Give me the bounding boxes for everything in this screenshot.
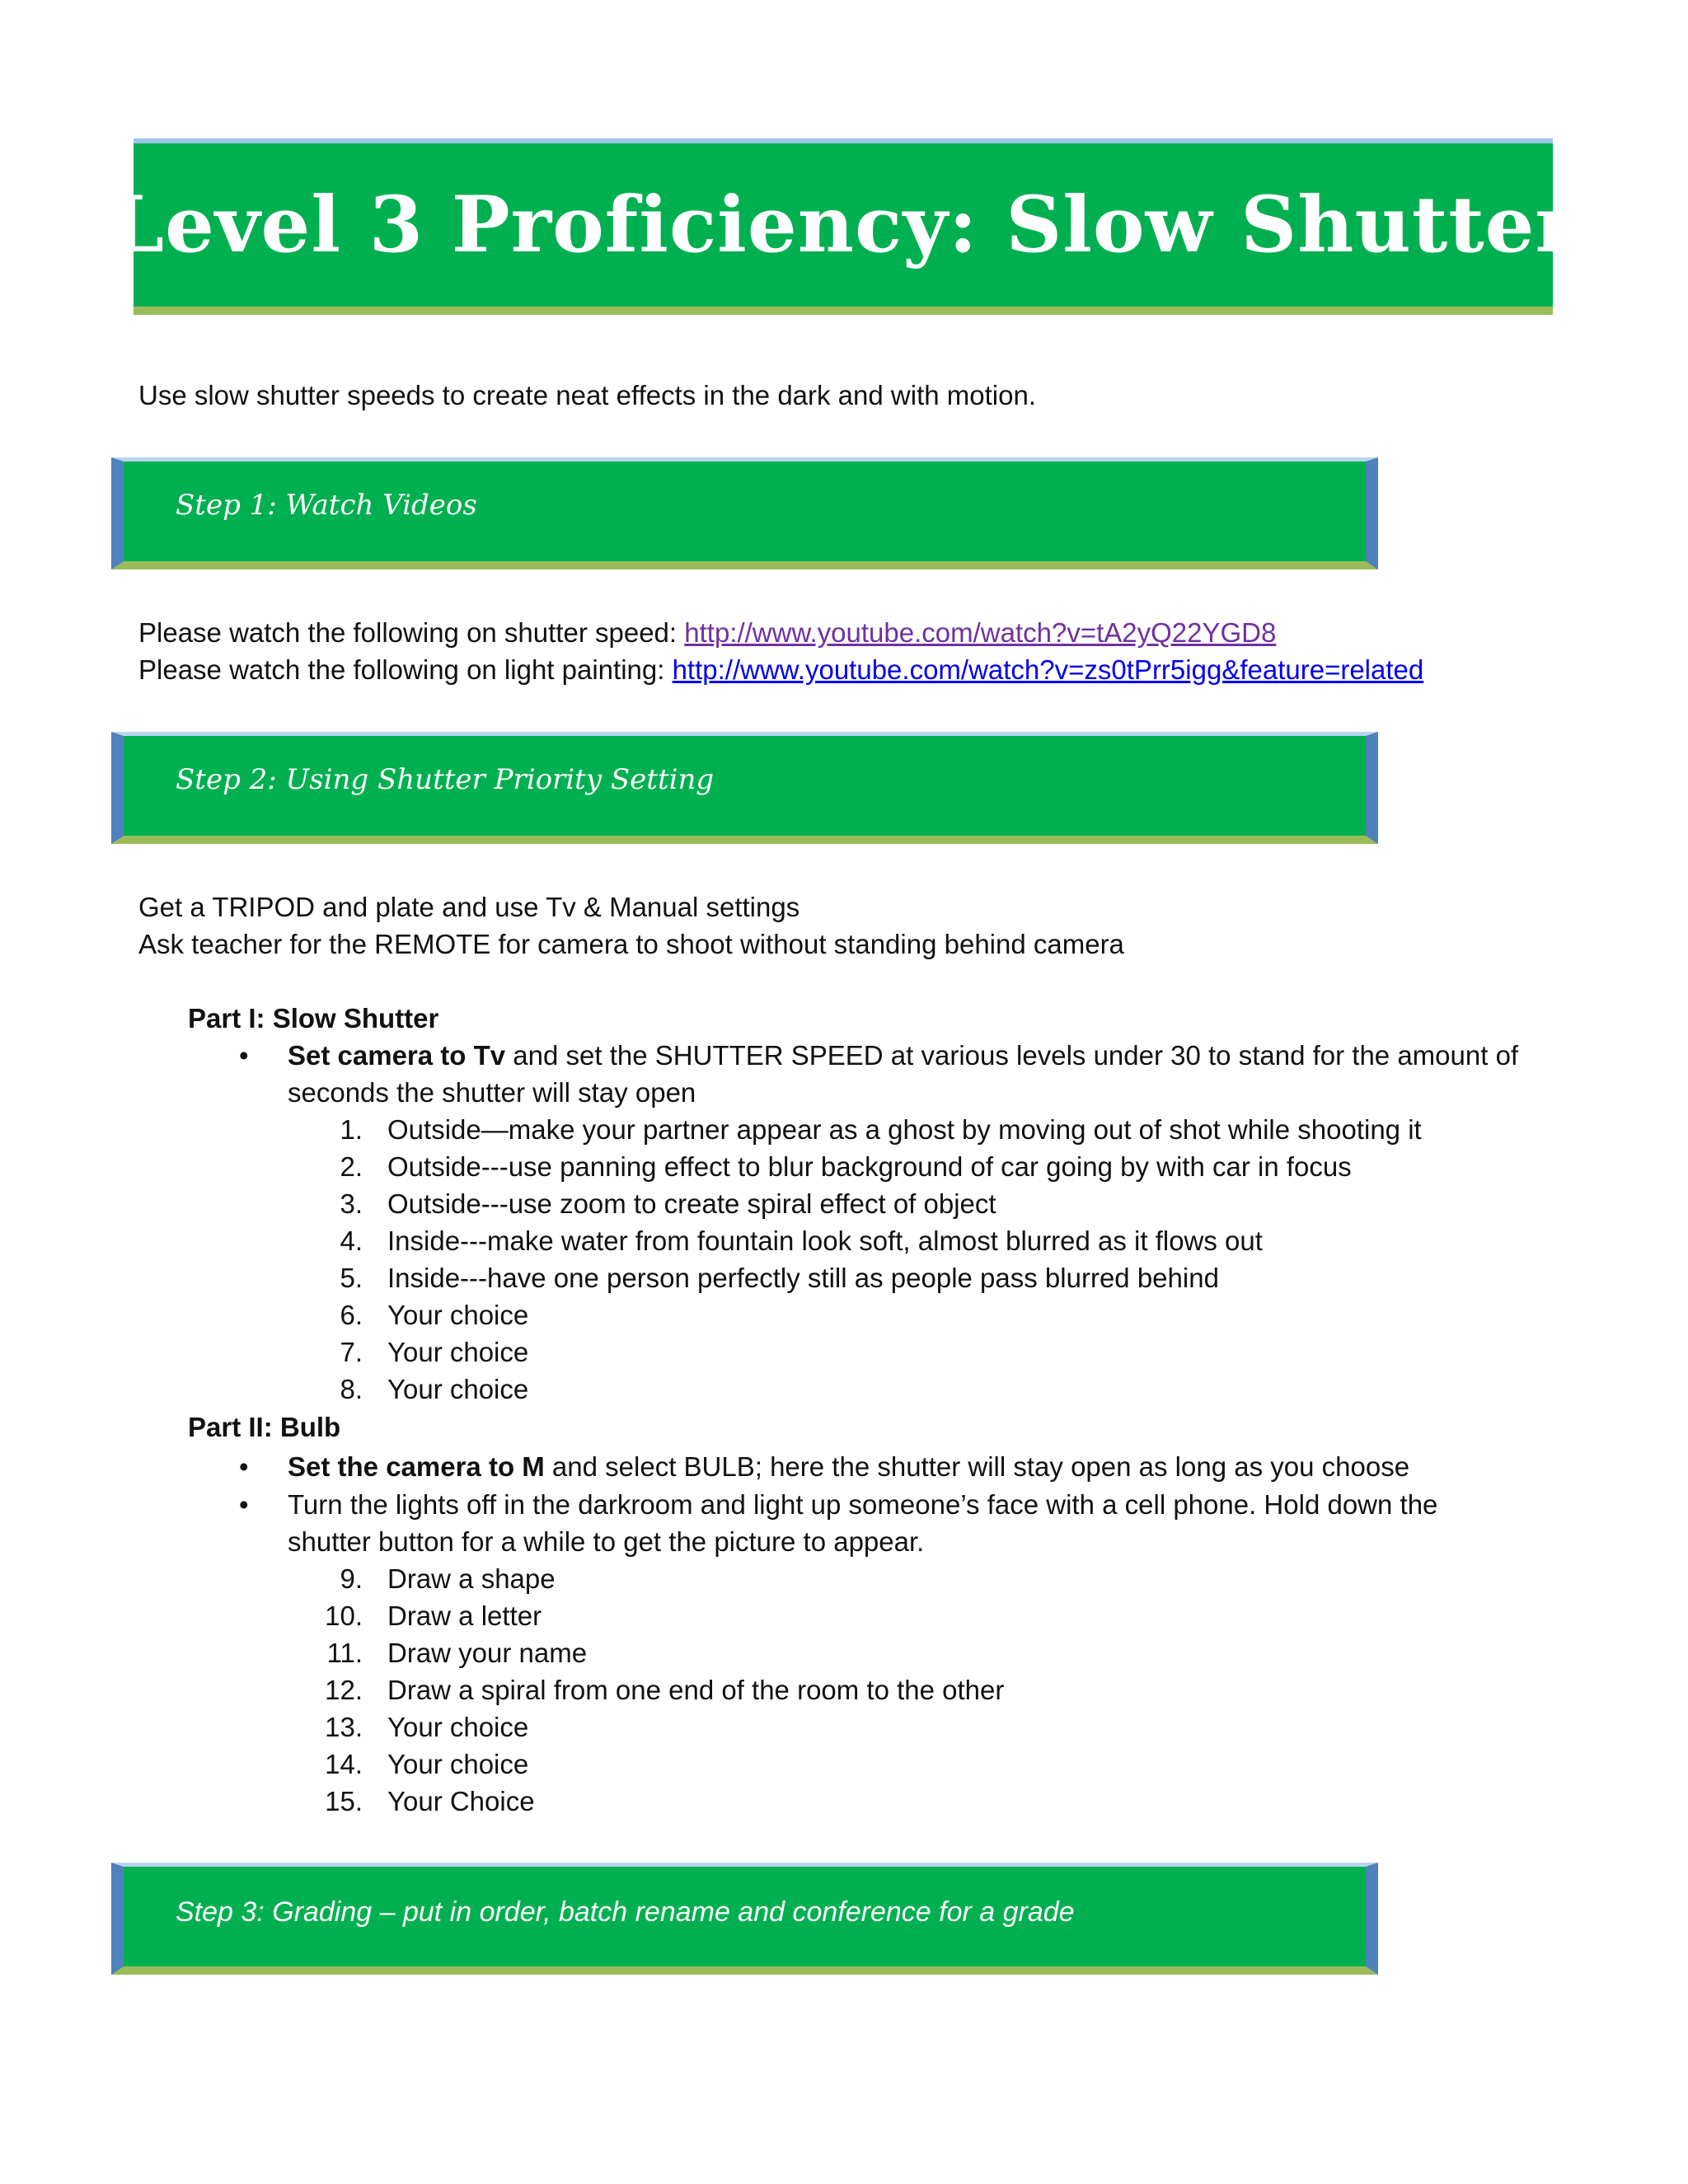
part1-list-item-number: 5.: [340, 1263, 363, 1293]
part1-list-item-number: 3.: [340, 1188, 363, 1219]
part2-bullet1-rest: and select BULB; here the shutter will stay open as long as you choose: [544, 1451, 1410, 1482]
step3-heading: Step 3: Grading – put in order, batch rename and conference for a grade: [176, 1896, 1075, 1928]
part2-bullet-2: Turn the lights off in the darkroom and light up someone’s face with a cell phone. Hold down the: [288, 1489, 1438, 1520]
shutter-speed-video-link[interactable]: http://www.youtube.com/watch?v=tA2yQ22YGD8: [684, 617, 1277, 648]
bullet-icon: •: [239, 1489, 249, 1520]
part2-list-item-number: 14.: [325, 1749, 363, 1779]
part1-list-item-number: 7.: [340, 1337, 363, 1367]
part1-bullet-bold: Set camera to Tv: [288, 1040, 506, 1071]
part2-bullet-1: [288, 1448, 1409, 1485]
bullet-icon: •: [239, 1451, 249, 1482]
light-painting-video-link[interactable]: http://www.youtube.com/watch?v=zs0tPrr5igg&feature=related: [672, 654, 1424, 685]
part1-list-item-number: 4.: [340, 1226, 363, 1256]
part1-bullet-rest: and set the SHUTTER SPEED at various levels under 30 to stand for the amount of: [505, 1040, 1519, 1071]
part1-list-item-text: Your choice: [387, 1374, 529, 1404]
step1-line1-prefix: Please watch the following on shutter speed:: [138, 617, 685, 648]
part2-list-item-text: Your Choice: [387, 1786, 535, 1816]
part2-list-item-number: 10.: [325, 1601, 363, 1631]
part1-list-item-number: 2.: [340, 1151, 363, 1182]
part2-list-item-text: Your choice: [387, 1712, 529, 1742]
part1-list-item-number: 8.: [340, 1374, 363, 1404]
part1-list-item-number: 6.: [340, 1300, 363, 1330]
part2-bullet-2-continued: shutter button for a while to get the picture to appear.: [288, 1526, 925, 1557]
part1-list-item-text: Inside---make water from fountain look soft, almost blurred as it flows out: [387, 1226, 1263, 1256]
part2-list-item-text: Draw a shape: [387, 1563, 556, 1594]
part1-list-item-text: Your choice: [387, 1300, 529, 1330]
step1-line2-prefix: Please watch the following on light painting:: [138, 654, 673, 685]
part2-list-item-number: 9.: [340, 1563, 363, 1594]
part2-list-item-text: Draw your name: [387, 1638, 588, 1668]
part1-bullet-continued: seconds the shutter will stay open: [288, 1077, 696, 1108]
part1-bullet: [288, 1037, 1518, 1074]
step2-line-remote: Ask teacher for the REMOTE for camera to shoot without standing behind camera: [138, 929, 1124, 959]
intro-text: Use slow shutter speeds to create neat effects in the dark and with motion.: [138, 380, 1036, 410]
part2-list-item-number: 15.: [325, 1786, 363, 1816]
step1-heading: Step 1: Watch Videos: [176, 489, 477, 522]
step1-line-light-painting: [138, 651, 1423, 688]
step2-heading: Step 2: Using Shutter Priority Setting: [176, 763, 715, 796]
part2-list-item-text: Draw a spiral from one end of the room to the other: [387, 1675, 1005, 1705]
part1-list-item-text: Outside---use panning effect to blur background of car going by with car in focus: [387, 1151, 1352, 1182]
step2-line-tripod: Get a TRIPOD and plate and use Tv & Manual settings: [138, 892, 800, 922]
part1-list-item-text: Your choice: [387, 1337, 529, 1367]
part2-list-item-number: 12.: [325, 1675, 363, 1705]
step1-line-shutter-speed: [138, 614, 1276, 651]
part2-list-item-number: 13.: [325, 1712, 363, 1742]
part2-list-item-text: Your choice: [387, 1749, 529, 1779]
part1-list-item-text: Inside---have one person perfectly still as people pass blurred behind: [387, 1263, 1219, 1293]
title-banner: [110, 138, 1577, 315]
part2-heading: Part II: Bulb: [188, 1412, 341, 1442]
part2-list-item-number: 11.: [326, 1638, 363, 1668]
page-title: Level 3 Proficiency: Slow Shutter: [110, 180, 1577, 270]
part1-list-item-text: Outside—make your partner appear as a ghost by moving out of shot while shooting it: [387, 1114, 1422, 1145]
bullet-icon: •: [239, 1040, 249, 1071]
part2-bullet1-bold: Set the camera to M: [288, 1451, 545, 1482]
part2-list-item-text: Draw a letter: [387, 1601, 542, 1631]
part1-list-item-number: 1.: [340, 1114, 363, 1145]
part1-list-item-text: Outside---use zoom to create spiral effect of object: [387, 1188, 996, 1219]
part1-heading: Part I: Slow Shutter: [188, 1003, 439, 1033]
